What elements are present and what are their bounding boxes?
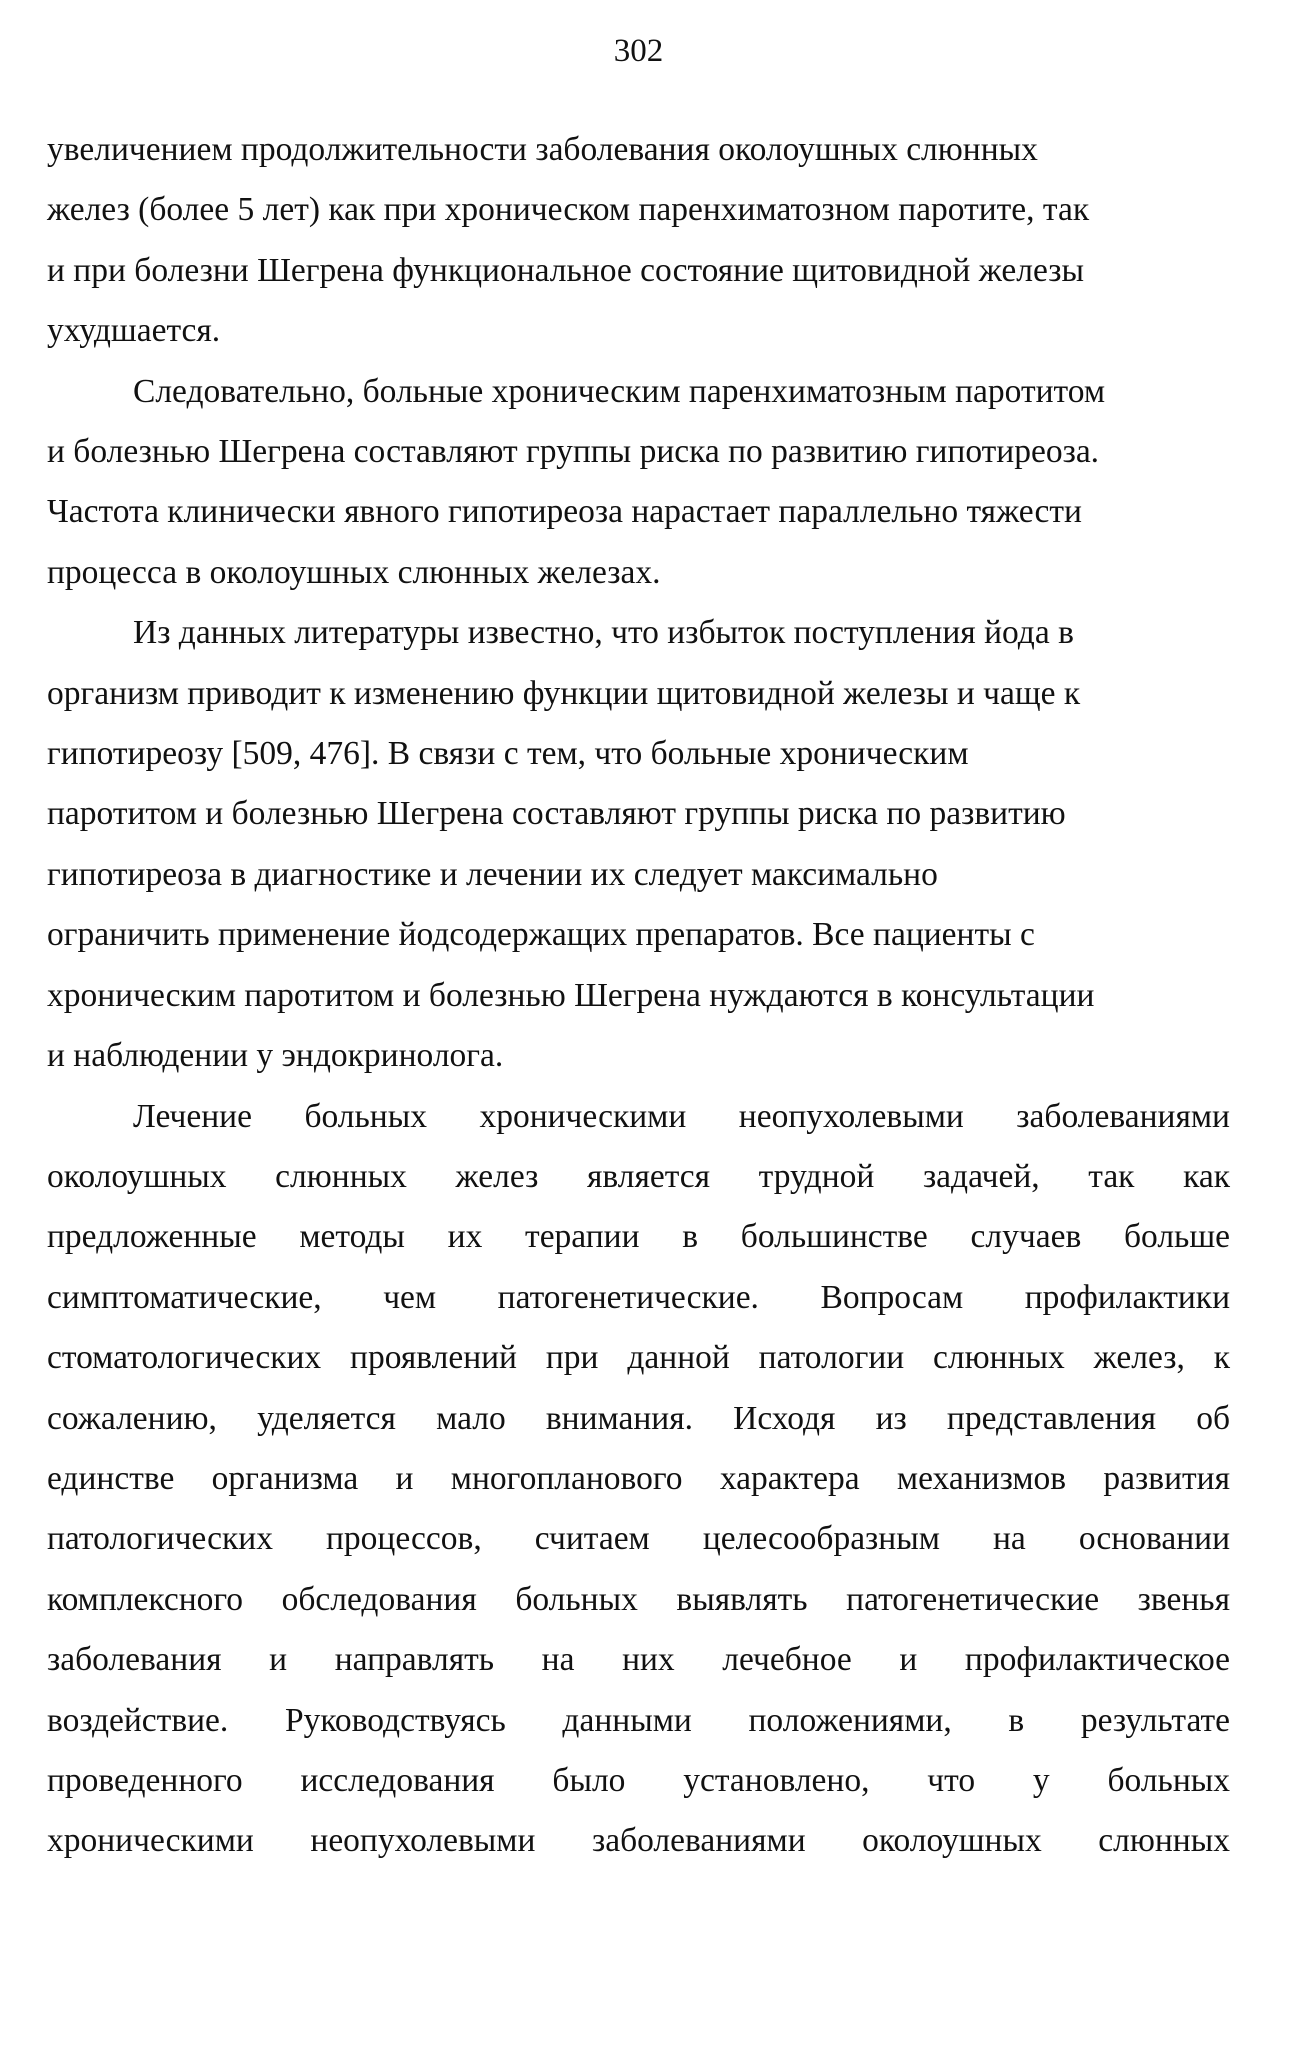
text-line: хроническим паротитом и болезнью Шегрена нуждаются в консультации	[47, 976, 1095, 1014]
text-line: стоматологических проявлений при данной патологии слюнных желез, к	[47, 1339, 1230, 1377]
text-line: проведенного исследования было установлено, что у больных	[47, 1761, 1230, 1799]
text-line: предложенные методы их терапии в большинстве случаев больше	[47, 1218, 1230, 1256]
text-line: воздействие. Руководствуясь данными положениями, в результате	[47, 1701, 1230, 1739]
paragraph-4	[47, 1087, 1230, 1872]
text-line: увеличением продолжительности заболевания околоушных слюнных	[47, 131, 1038, 168]
text-line: гипотиреозу [509, 476]. В связи с тем, что больные хроническим	[47, 735, 969, 773]
text-line: организм приводит к изменению функции щитовидной железы и чаще к	[47, 674, 1081, 712]
page-number: 302	[613, 33, 664, 69]
body-text	[47, 120, 1230, 1872]
text-line: и при болезни Шегрена функциональное состояние щитовидной железы	[47, 251, 1085, 289]
document-page	[47, 0, 1230, 2050]
text-line: Следовательно, больные хроническим паренхиматозным паротитом	[133, 372, 1106, 410]
text-line: процесса в околоушных слюнных железах.	[47, 553, 661, 591]
text-line: паротитом и болезнью Шегрена составляют группы риска по развитию	[47, 795, 1066, 833]
text-line: и болезнью Шегрена составляют группы риска по развитию гипотиреоза.	[47, 433, 1100, 471]
text-line: Из данных литературы известно, что избыток поступления йода в	[133, 614, 1074, 652]
text-line: Лечение больных хроническими неопухолевыми заболеваниями	[133, 1097, 1230, 1135]
text-line: Частота клинически явного гипотиреоза нарастает параллельно тяжести	[47, 493, 1082, 531]
text-line: заболевания и направлять на них лечебное и профилактическое	[47, 1641, 1230, 1679]
text-line: и наблюдении у эндокринолога.	[47, 1037, 504, 1075]
text-line: ухудшается.	[47, 312, 221, 350]
text-line: единстве организма и многопланового характера механизмов развития	[47, 1459, 1230, 1497]
paragraph-3	[47, 603, 1230, 1086]
text-line: патологических процессов, считаем целесообразным на основании	[47, 1520, 1230, 1558]
text-line: ограничить применение йодсодержащих препаратов. Все пациенты с	[47, 916, 1035, 954]
paragraph-1	[47, 120, 1230, 362]
text-line: сожалению, уделяется мало внимания. Исходя из представления об	[47, 1399, 1230, 1437]
text-line: хроническими неопухолевыми заболеваниями околоушных слюнных	[47, 1822, 1230, 1860]
paragraph-2	[47, 362, 1230, 604]
text-line: комплексного обследования больных выявлять патогенетические звенья	[47, 1580, 1230, 1618]
text-line: желез (более 5 лет) как при хроническом паренхиматозном паротите, так	[47, 191, 1090, 229]
text-line: околоушных слюнных желез является трудной задачей, так как	[47, 1157, 1230, 1195]
text-line: симптоматические, чем патогенетические. Вопросам профилактики	[47, 1278, 1230, 1316]
text-line: гипотиреоза в диагностике и лечении их следует максимально	[47, 855, 938, 893]
